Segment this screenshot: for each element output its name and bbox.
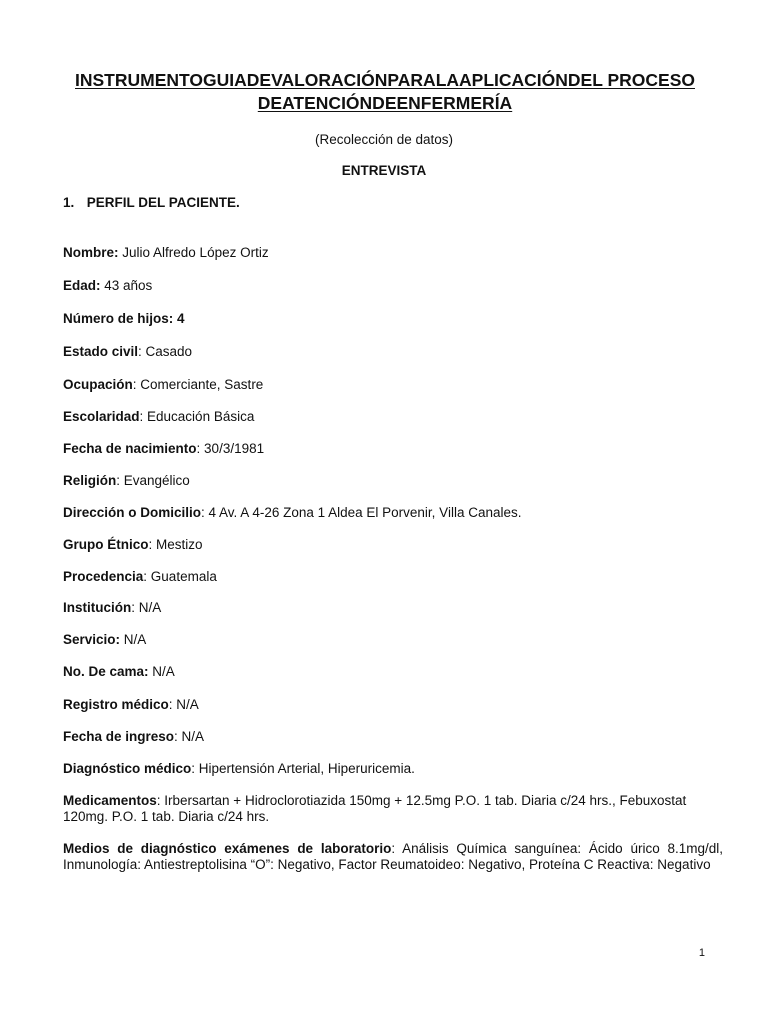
page-number: 1 xyxy=(698,947,705,959)
field-fecha-ingreso: Fecha de ingreso: N/A xyxy=(63,729,205,744)
field-escolaridad: Escolaridad: Educación Básica xyxy=(63,409,255,424)
field-ocupacion: Ocupación: Comerciante, Sastre xyxy=(63,377,264,392)
profile-heading-number: 1. xyxy=(63,195,75,210)
field-medicamentos: Medicamentos: Irbersartan + Hidroclorotiazida 150mg + 12.5mg P.O. 1 tab. Diaria c/24 hrs., Febuxostat 120mg. P.O. 1 tab. Diaria c/24 hrs. xyxy=(63,793,687,824)
title-line-2: DEATENCIÓNDEENFERMERÍA xyxy=(257,93,513,113)
field-nombre: Nombre: Julio Alfredo López Ortiz xyxy=(63,245,269,260)
field-religion: Religión: Evangélico xyxy=(63,473,190,488)
profile-heading xyxy=(63,195,240,210)
field-numero-hijos: Número de hijos: 4 xyxy=(63,311,185,326)
field-servicio: Servicio: N/A xyxy=(63,632,147,647)
document-title xyxy=(40,69,730,115)
field-diagnostico-medico: Diagnóstico médico: Hipertensión Arterial, Hiperuricemia. xyxy=(63,761,415,776)
field-estado-civil: Estado civil: Casado xyxy=(63,344,193,359)
field-procedencia: Procedencia: Guatemala xyxy=(63,569,217,584)
title-line-1: INSTRUMENTOGUIADEVALORACIÓNPARALAAPLICACIÓNDEL PROCESO xyxy=(75,70,695,90)
field-institucion: Institución: N/A xyxy=(63,600,162,615)
field-fecha-nacimiento: Fecha de nacimiento: 30/3/1981 xyxy=(63,441,265,456)
field-grupo-etnico: Grupo Étnico: Mestizo xyxy=(63,537,203,552)
profile-heading-text: PERFIL DEL PACIENTE. xyxy=(86,195,240,210)
field-medios-diagnostico: Medios de diagnóstico exámenes de laboratorio: Análisis Química sanguínea: Ácido úrico 8.1mg/dl, Inmunología: Antiestreptolisina “O”: Negativo, Factor Reumatoideo: Negativo, Proteína C Reactiva: Negativo xyxy=(63,841,723,872)
document-subtitle: (Recolección de datos) xyxy=(314,132,454,147)
field-direccion: Dirección o Domicilio: 4 Av. A 4-26 Zona 1 Aldea El Porvenir, Villa Canales. xyxy=(63,505,522,520)
field-no-cama: No. De cama: N/A xyxy=(63,664,175,679)
section-heading: ENTREVISTA xyxy=(341,163,427,178)
field-registro-medico: Registro médico: N/A xyxy=(63,697,199,712)
field-edad: Edad: 43 años xyxy=(63,278,153,293)
